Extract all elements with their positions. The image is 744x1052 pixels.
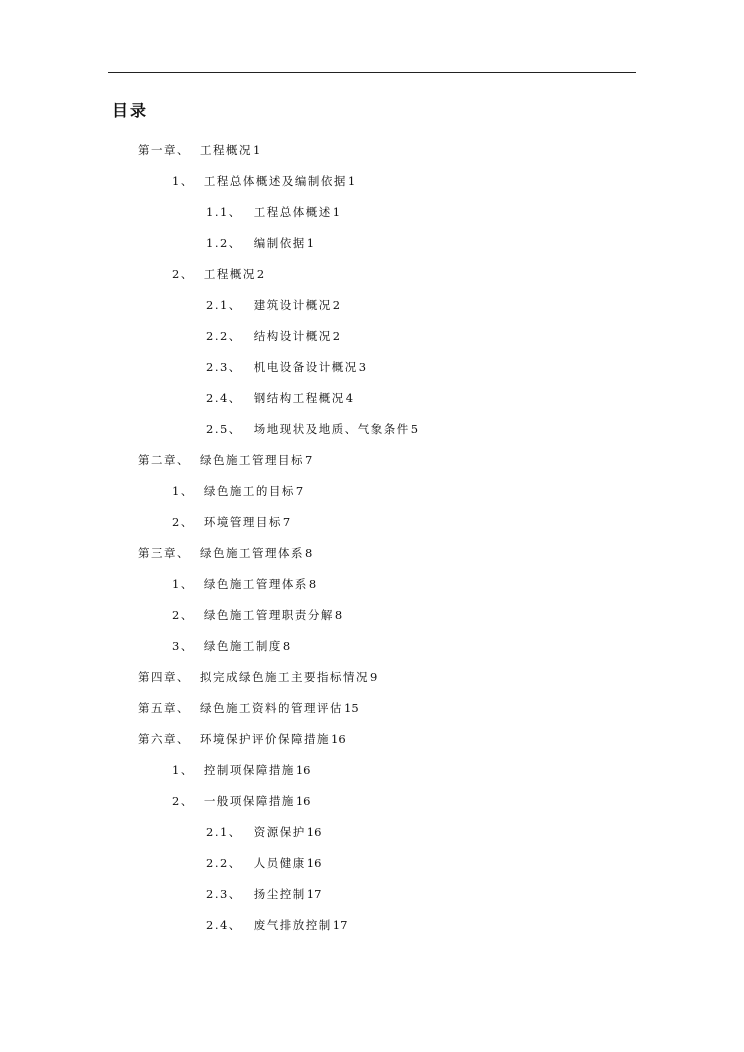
toc-entry-page: 2 [332,298,341,312]
toc-entry-number: 第二章、 [138,453,190,467]
toc-entry-title: 绿色施工管理职责分解 [203,608,334,622]
toc-entry-title: 绿色施工制度 [203,639,282,653]
toc-entry-page: 4 [345,391,354,405]
toc-entry-page: 17 [306,887,322,901]
toc-entry[interactable] [0,507,744,538]
toc-entry-number: 1.2、 [206,236,242,250]
toc-entry-title: 场地现状及地质、气象条件 [253,422,410,436]
toc-entry-page: 1 [347,174,356,188]
toc-entry-page: 3 [358,360,367,374]
toc-entry-page: 15 [344,701,359,715]
toc-entry-number: 2.1、 [206,825,242,839]
toc-entry-page: 8 [308,577,317,591]
toc-entry-page: 16 [306,856,322,870]
toc-entry-title: 人员健康 [253,856,306,870]
toc-entry[interactable] [0,817,744,848]
toc-entry-number: 2.4、 [206,391,242,405]
toc-entry-page: 7 [295,484,304,498]
toc-heading: 目录 [112,101,149,120]
toc-entry-page: 8 [334,608,343,622]
toc-entry-number: 2、 [172,515,194,529]
toc-entry-title: 一般项保障措施 [203,794,295,808]
toc-entry-number: 2.5、 [206,422,242,436]
toc-entry[interactable] [0,631,744,662]
toc-entry-title: 废气排放控制 [253,918,332,932]
toc-entry[interactable] [0,879,744,910]
toc-entry[interactable] [0,600,744,631]
toc-entry-page: 9 [370,670,378,684]
toc-entry-page: 2 [256,267,265,281]
toc-entry-title: 绿色施工管理体系 [203,577,308,591]
toc-entry[interactable] [0,166,744,197]
toc-entry[interactable] [0,197,744,228]
toc-entry[interactable] [0,259,744,290]
toc-entry-page: 1 [332,205,341,219]
toc-entry-number: 第六章、 [138,732,190,746]
toc-entry-number: 第四章、 [138,670,190,684]
toc-entry-page: 16 [306,825,322,839]
toc-entry-page: 1 [306,236,315,250]
toc-entry[interactable] [0,290,744,321]
toc-entry-number: 2、 [172,267,194,281]
toc-entry-title: 工程概况 [200,143,252,157]
toc-entry-page: 8 [282,639,291,653]
toc-entry-page: 8 [305,546,313,560]
toc-entry-number: 2.1、 [206,298,242,312]
table-of-contents [0,135,744,941]
toc-entry-page: 17 [332,918,348,932]
toc-entry-title: 钢结构工程概况 [253,391,345,405]
toc-entry-title: 建筑设计概况 [253,298,332,312]
toc-entry-number: 2.2、 [206,856,242,870]
toc-entry[interactable] [0,383,744,414]
toc-entry-page: 7 [305,453,313,467]
toc-entry-number: 第一章、 [138,143,190,157]
toc-entry-number: 第三章、 [138,546,190,560]
toc-entry[interactable] [0,755,744,786]
toc-entry-page: 7 [282,515,291,529]
toc-entry[interactable] [0,414,744,445]
toc-entry-title: 绿色施工管理目标 [200,453,304,467]
toc-entry-number: 2、 [172,608,194,622]
toc-entry-title: 绿色施工管理体系 [200,546,304,560]
toc-entry-number: 1.1、 [206,205,242,219]
toc-entry-title: 工程总体概述 [253,205,332,219]
toc-entry-number: 2.4、 [206,918,242,932]
toc-entry-title: 绿色施工资料的管理评估 [200,701,343,715]
toc-entry[interactable] [0,724,744,755]
toc-entry-title: 控制项保障措施 [203,763,295,777]
toc-entry-page: 5 [410,422,419,436]
toc-entry-number: 1、 [172,577,194,591]
toc-entry-number: 3、 [172,639,194,653]
toc-entry-number: 第五章、 [138,701,190,715]
toc-entry-title: 资源保护 [253,825,306,839]
toc-entry-number: 1、 [172,763,194,777]
toc-entry[interactable] [0,662,744,693]
toc-entry[interactable] [0,848,744,879]
toc-entry[interactable] [0,135,744,166]
toc-entry-number: 2、 [172,794,194,808]
toc-entry-number: 2.3、 [206,360,242,374]
toc-entry-page: 16 [331,732,346,746]
toc-entry-number: 2.2、 [206,329,242,343]
toc-entry[interactable] [0,321,744,352]
toc-entry-title: 工程概况 [203,267,256,281]
toc-entry[interactable] [0,786,744,817]
toc-entry[interactable] [0,910,744,941]
toc-entry-page: 16 [295,763,311,777]
toc-entry[interactable] [0,228,744,259]
toc-entry-number: 1、 [172,174,194,188]
toc-entry-number: 1、 [172,484,194,498]
toc-entry-title: 环境保护评价保障措施 [200,732,330,746]
toc-entry-title: 绿色施工的目标 [203,484,295,498]
toc-entry[interactable] [0,693,744,724]
toc-entry-title: 扬尘控制 [253,887,306,901]
toc-entry-page: 1 [253,143,261,157]
toc-entry-title: 工程总体概述及编制依据 [203,174,347,188]
toc-entry-title: 编制依据 [253,236,306,250]
toc-entry[interactable] [0,569,744,600]
toc-entry[interactable] [0,445,744,476]
header-rule [108,72,636,73]
toc-entry[interactable] [0,352,744,383]
toc-entry-title: 拟完成绿色施工主要指标情况 [200,670,369,684]
toc-entry[interactable] [0,538,744,569]
toc-entry-title: 机电设备设计概况 [253,360,358,374]
toc-entry-title: 结构设计概况 [253,329,332,343]
toc-entry-page: 2 [332,329,341,343]
toc-entry[interactable] [0,476,744,507]
toc-entry-number: 2.3、 [206,887,242,901]
toc-entry-title: 环境管理目标 [203,515,282,529]
toc-entry-page: 16 [295,794,311,808]
